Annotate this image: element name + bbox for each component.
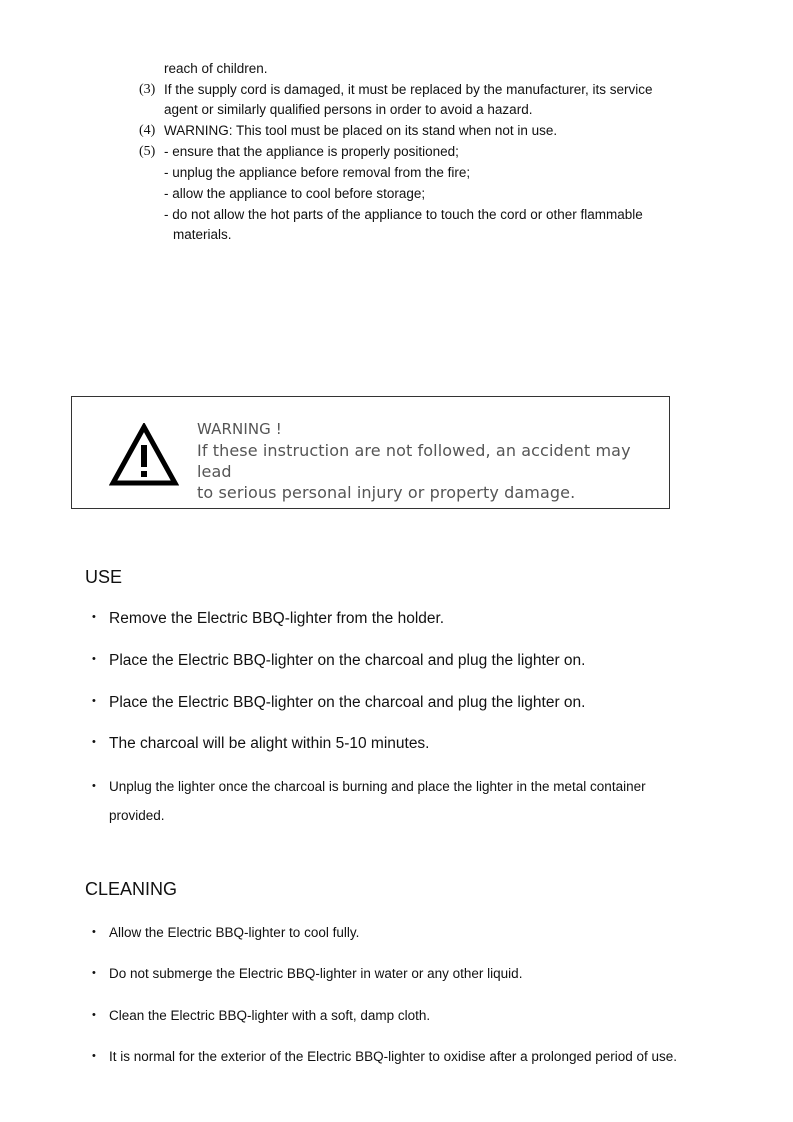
bullet-icon: • (92, 967, 96, 979)
bullet-icon: • (92, 780, 96, 792)
bullet-icon: • (92, 695, 96, 707)
list-item-text: Remove the Electric BBQ-lighter from the holder. (109, 610, 445, 627)
bullet-icon: • (92, 611, 96, 623)
item-number-5: (5) (139, 144, 156, 159)
list-item-text: The charcoal will be alight within 5-10 minutes. (109, 735, 430, 752)
warning-line-2: to serious personal injury or property damage. (197, 483, 576, 502)
item-3-line-1: If the supply cord is damaged, it must be replaced by the manufacturer, its service (164, 82, 653, 97)
cleaning-heading: CLEANING (85, 879, 178, 899)
use-heading: USE (85, 567, 123, 587)
item-5-line-3: - allow the appliance to cool before storage; (164, 186, 426, 201)
warning-title: WARNING ! (197, 420, 282, 438)
bullet-icon: • (92, 926, 96, 938)
item-5-line-5: materials. (173, 227, 232, 242)
item-4-line-1: WARNING: This tool must be placed on its stand when not in use. (164, 123, 558, 138)
list-item-text: Place the Electric BBQ-lighter on the charcoal and plug the lighter on. (109, 652, 586, 669)
list-item-text: Do not submerge the Electric BBQ-lighter in water or any other liquid. (109, 966, 523, 981)
warning-text (197, 419, 669, 503)
list-item-text: Clean the Electric BBQ-lighter with a soft, damp cloth. (109, 1008, 431, 1023)
bullet-icon: • (92, 1050, 96, 1062)
item-3-line-2: agent or similarly qualified persons in order to avoid a hazard. (164, 102, 533, 117)
list-item-continuation: provided. (109, 808, 165, 823)
list-item-text: It is normal for the exterior of the Electric BBQ-lighter to oxidise after a prolonged period of use. (109, 1049, 678, 1064)
item-5-line-4: - do not allow the hot parts of the appliance to touch the cord or other flammable (164, 207, 643, 222)
bullet-icon: • (92, 736, 96, 748)
item-number-4: (4) (139, 123, 156, 138)
item-number-3: (3) (139, 82, 156, 97)
list-item-text: Allow the Electric BBQ-lighter to cool fully. (109, 925, 360, 940)
safety-line-continuation: reach of children. (164, 61, 268, 76)
bullet-icon: • (92, 1009, 96, 1021)
warning-line-1: If these instruction are not followed, an accident may lead (197, 441, 631, 481)
item-5-line-1: - ensure that the appliance is properly positioned; (164, 144, 459, 159)
item-5-line-2: - unplug the appliance before removal from the fire; (164, 165, 471, 180)
list-item-text: Unplug the lighter once the charcoal is burning and place the lighter in the metal container (109, 779, 646, 794)
bullet-icon: • (92, 653, 96, 665)
warning-triangle-icon (109, 423, 179, 487)
list-item-text: Place the Electric BBQ-lighter on the charcoal and plug the lighter on. (109, 694, 586, 711)
warning-box (71, 396, 670, 509)
